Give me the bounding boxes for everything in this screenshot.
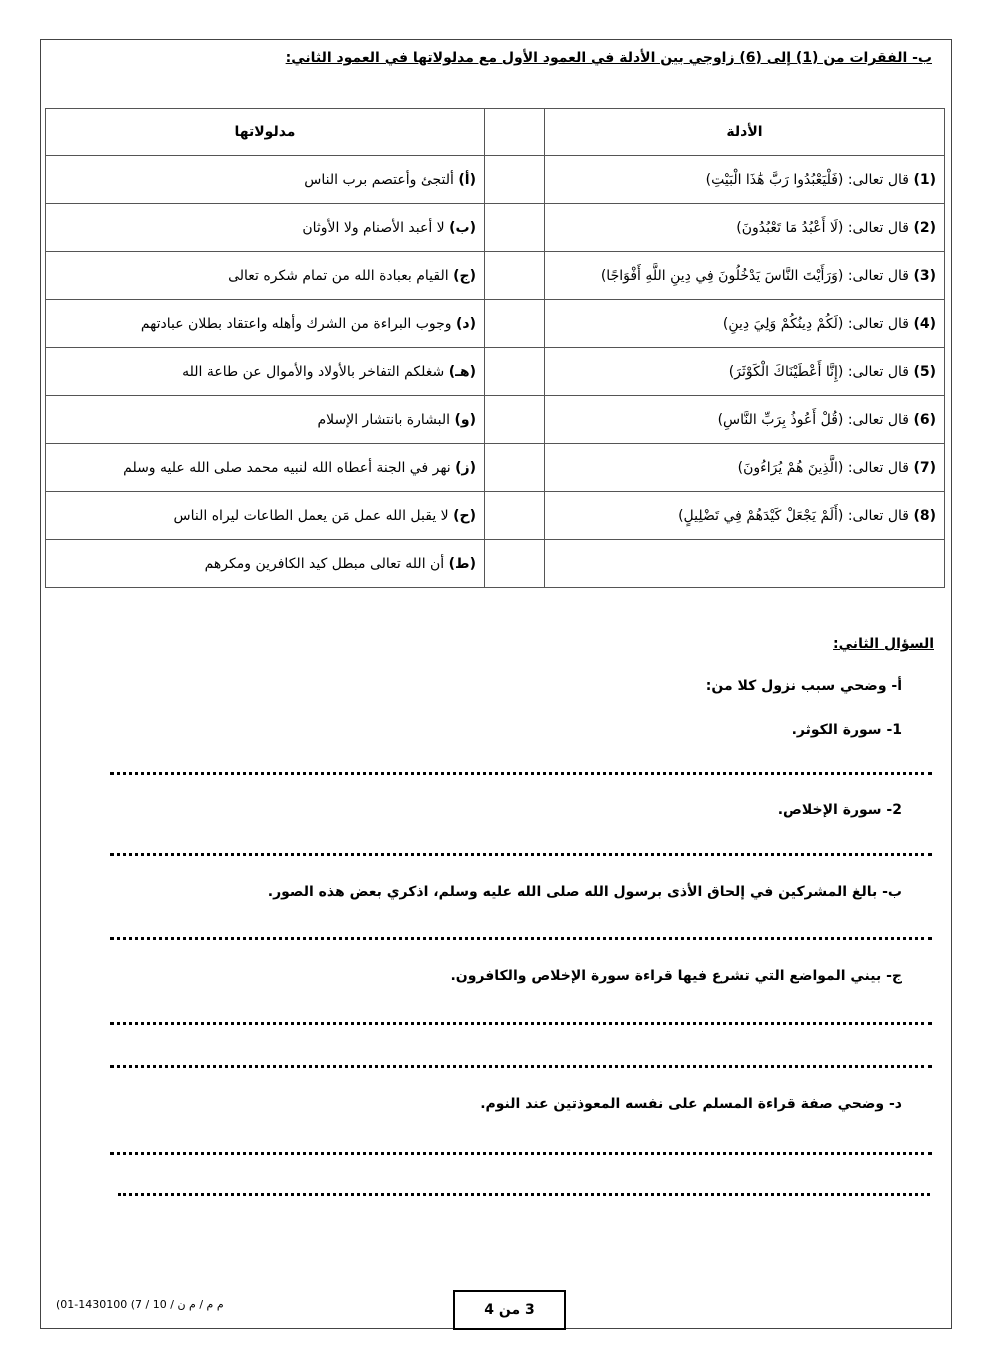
meaning-cell bbox=[46, 444, 485, 492]
question-2d: د- وضحي صفة قراءة المسلم على نفسه المعوذتين عند النوم. bbox=[480, 1096, 902, 1112]
evidence-cell bbox=[545, 348, 945, 396]
evidence-text: قال تعالى: (إِنَّا أَعْطَيْنَاكَ الْكَوْثَرَ) bbox=[728, 363, 909, 380]
answer-line[interactable] bbox=[118, 1193, 930, 1196]
evidence-text: قال تعالى: (لَكُمْ دِينُكُمْ وَلِيَ دِينِ) bbox=[722, 315, 909, 332]
evidence-cell bbox=[545, 492, 945, 540]
meaning-text: وجوب البراءة من الشرك وأهله واعتقاد بطلان عبادتهم bbox=[140, 315, 452, 332]
answer-cell[interactable] bbox=[485, 540, 545, 588]
answer-header bbox=[485, 109, 545, 156]
meaning-text: القيام بعبادة الله من تمام شكره تعالى bbox=[228, 267, 449, 284]
meaning-text: شغلكم التفاخر بالأولاد والأموال عن طاعة الله bbox=[182, 363, 445, 380]
answer-line[interactable] bbox=[110, 937, 932, 940]
meaning-text: البشارة بانتشار الإسلام bbox=[317, 411, 451, 428]
evidence-text: قال تعالى: (قُلْ أَعُوذُ بِرَبِّ النَّاسِ) bbox=[717, 411, 909, 428]
table-row bbox=[46, 348, 945, 396]
answer-line[interactable] bbox=[110, 1152, 932, 1155]
evidence-header: الأدلة bbox=[545, 109, 945, 156]
evidence-cell bbox=[545, 444, 945, 492]
meaning-letter: (ب) bbox=[449, 219, 476, 236]
meaning-header: مدلولاتها bbox=[46, 109, 485, 156]
evidence-number: (1) bbox=[913, 171, 936, 188]
footer-code: (01-1430100 (7 / 10 / م م / م ن bbox=[56, 1298, 224, 1311]
evidence-cell bbox=[545, 204, 945, 252]
table-row bbox=[46, 444, 945, 492]
meaning-cell bbox=[46, 492, 485, 540]
evidence-number: (2) bbox=[913, 219, 936, 236]
meaning-text: ألتجئ وأعتصم برب الناس bbox=[304, 171, 454, 188]
question-2a1: 1- سورة الكوثر. bbox=[791, 722, 902, 738]
meaning-letter: (أ) bbox=[458, 171, 476, 188]
answer-cell[interactable] bbox=[485, 444, 545, 492]
table-row bbox=[46, 156, 945, 204]
question-2a2: 2- سورة الإخلاص. bbox=[777, 802, 902, 818]
question-2-title: السؤال الثاني: bbox=[833, 636, 934, 652]
evidence-text: قال تعالى: (فَلْيَعْبُدُوا رَبَّ هَٰذَا الْبَيْتِ) bbox=[705, 171, 909, 188]
meaning-cell bbox=[46, 156, 485, 204]
evidence-text: قال تعالى: (لَا أَعْبُدُ مَا تَعْبُدُونَ) bbox=[736, 219, 909, 236]
answer-line[interactable] bbox=[110, 1022, 932, 1025]
meaning-cell bbox=[46, 300, 485, 348]
evidence-number: (3) bbox=[913, 267, 936, 284]
meaning-letter: (ح) bbox=[453, 507, 476, 524]
table-row bbox=[46, 252, 945, 300]
table-row bbox=[46, 540, 945, 588]
table-row bbox=[46, 204, 945, 252]
meaning-letter: (و) bbox=[454, 411, 476, 428]
answer-line[interactable] bbox=[110, 772, 932, 775]
evidence-cell bbox=[545, 300, 945, 348]
meaning-cell bbox=[46, 252, 485, 300]
answer-cell[interactable] bbox=[485, 348, 545, 396]
answer-cell[interactable] bbox=[485, 300, 545, 348]
answer-cell[interactable] bbox=[485, 492, 545, 540]
evidence-cell bbox=[545, 540, 945, 588]
section-b-instruction: ب- الفقرات من (1) إلى (6) زاوجي بين الأدلة في العمود الأول مع مدلولاتها في العمود الثاني: bbox=[285, 50, 932, 66]
evidence-text: قال تعالى: (وَرَأَيْتَ النَّاسَ يَدْخُلُونَ فِي دِينِ اللَّهِ أَفْوَاجًا) bbox=[600, 267, 909, 284]
answer-cell[interactable] bbox=[485, 396, 545, 444]
table-row bbox=[46, 492, 945, 540]
meaning-text: لا أعبد الأصنام ولا الأوثان bbox=[302, 219, 445, 236]
evidence-text: قال تعالى: (الَّذِينَ هُمْ يُرَاءُونَ) bbox=[737, 459, 909, 476]
answer-cell[interactable] bbox=[485, 252, 545, 300]
table-row bbox=[46, 300, 945, 348]
meaning-cell bbox=[46, 348, 485, 396]
matching-table bbox=[45, 108, 945, 588]
meaning-text: لا يقبل الله عمل مَن يعمل الطاعات ليراه الناس bbox=[173, 507, 449, 524]
answer-cell[interactable] bbox=[485, 156, 545, 204]
question-2c: ج- بيني المواضع التي تشرع فيها قراءة سورة الإخلاص والكافرون. bbox=[450, 968, 902, 984]
answer-cell[interactable] bbox=[485, 204, 545, 252]
meaning-letter: (ط) bbox=[448, 555, 476, 572]
evidence-cell bbox=[545, 252, 945, 300]
table-header-row bbox=[46, 109, 945, 156]
evidence-number: (7) bbox=[913, 459, 936, 476]
page-number: 3 من 4 bbox=[453, 1290, 566, 1330]
evidence-number: (5) bbox=[913, 363, 936, 380]
evidence-number: (6) bbox=[913, 411, 936, 428]
question-2a-intro: أ- وضحي سبب نزول كلا من: bbox=[705, 678, 902, 694]
evidence-cell bbox=[545, 156, 945, 204]
meaning-cell bbox=[46, 204, 485, 252]
meaning-letter: (ز) bbox=[455, 459, 476, 476]
evidence-text: قال تعالى: (أَلَمْ يَجْعَلْ كَيْدَهُمْ فِي تَضْلِيلٍ) bbox=[678, 507, 909, 524]
meaning-text: نهر في الجنة أعطاه الله لنبيه محمد صلى الله عليه وسلم bbox=[123, 459, 451, 476]
table-row bbox=[46, 396, 945, 444]
meaning-letter: (ج) bbox=[453, 267, 476, 284]
evidence-cell bbox=[545, 396, 945, 444]
meaning-cell bbox=[46, 396, 485, 444]
meaning-text: أن الله تعالى مبطل كيد الكافرين ومكرهم bbox=[204, 555, 445, 572]
answer-line[interactable] bbox=[110, 853, 932, 856]
evidence-number: (4) bbox=[913, 315, 936, 332]
meaning-letter: (د) bbox=[456, 315, 476, 332]
evidence-number: (8) bbox=[913, 507, 936, 524]
question-2b: ب- بالغ المشركين في إلحاق الأذى برسول الله صلى الله عليه وسلم، اذكري بعض هذه الصور. bbox=[267, 884, 902, 900]
answer-line[interactable] bbox=[110, 1065, 932, 1068]
meaning-cell bbox=[46, 540, 485, 588]
meaning-letter: (هـ) bbox=[448, 363, 476, 380]
